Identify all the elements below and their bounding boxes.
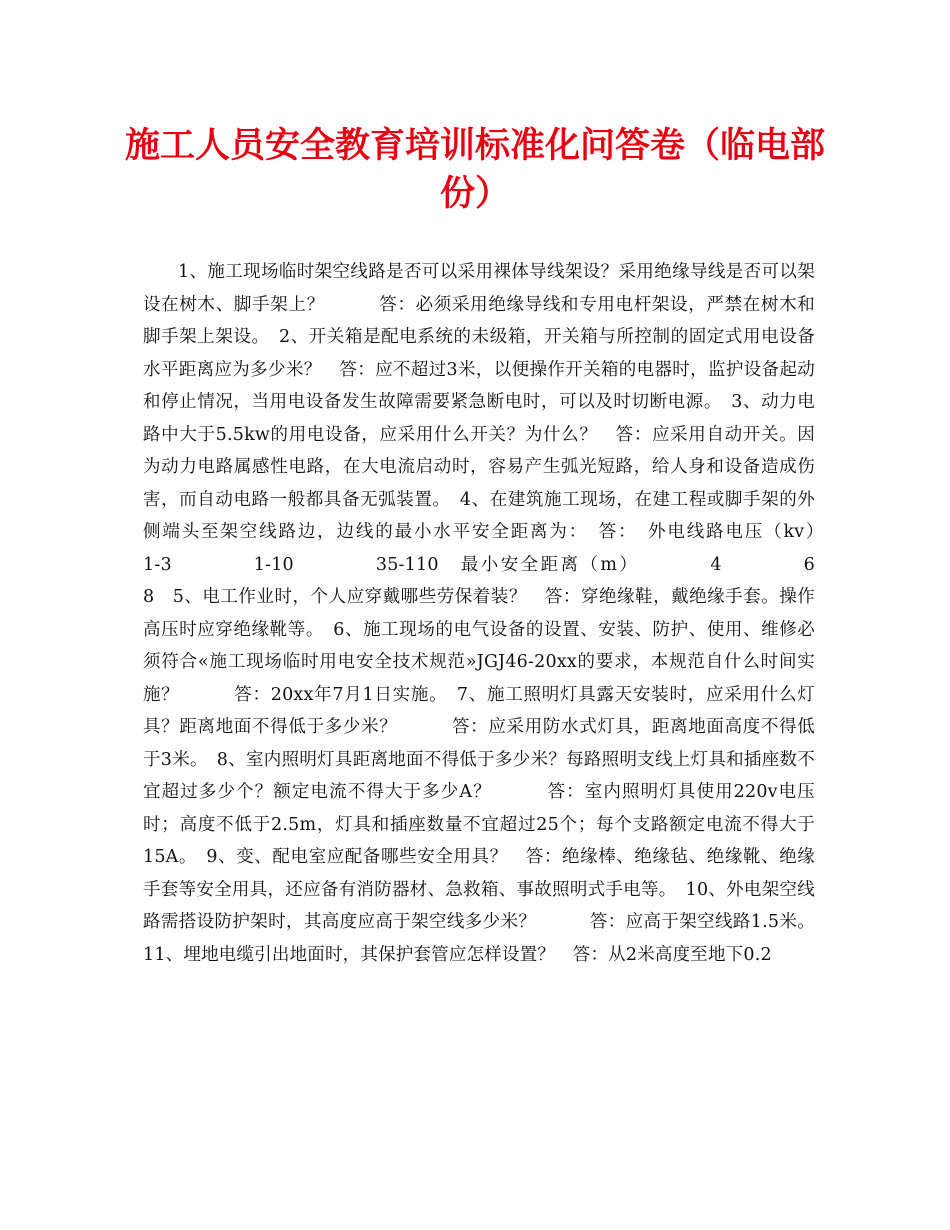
document-title: 施工人员安全教育培训标准化问答卷（临电部份） xyxy=(124,126,825,214)
document-body: 1、施工现场临时架空线路是否可以采用裸体导线架设？采用绝缘导线是否可以架设在树木、脚手架上？ 答：必须采用绝缘导线和专用电杆架设，严禁在树木和脚手架上架设。 2、开关箱是配电系统的未级箱，开关箱与所控制的固定式用电设备水平距离应为多少米？ 答：应不超过3米，以便操作开关箱的电器时，监护设备起动和停止情况，当用电设备发生故障需要紧急断电时，可以及时切断电源。 3、动力电路中大于5.5kw的用电设备，应采用什么开关？为什么？ 答：应采用自动开关。因为动力电路属感性电路，在大电流启动时，容易产生弧光短路，给人身和设备造成伤害，而自动电路一般都具备无弧装置。 4、在建筑施工现场，在建工程或脚手架的外侧端头至架空线路边，边线的最小水平安全距离为： 答： 外电线路电压（kv） 1-3 1-10 35-110 最小安全距离（m） 4 6 8 5、电工作业时，个人应穿戴哪些劳保着装？ 答：穿绝缘鞋，戴绝缘手套。操作高压时应穿绝缘靴等。 6、施工现场的电气设备的设置、安装、防护、使用、维修必须符合«施工现场临时用电安全技术规范»JGJ46-20xx的要求，本规范自什么时间实施？ 答：20xx年7月1日实施。 7、施工照明灯具露天安装时，应采用什么灯具？距离地面不得低于多少米？ 答：应采用防水式灯具，距离地面高度不得低于3米。 8、室内照明灯具距离地面不得低于多少米？每路照明支线上灯具和插座数不宜超过多少个？额定电流不得大于多少A？ 答：室内照明灯具使用220v电压时；高度不低于2.5m，灯具和插座数量不宜超过25个；每个支路额定电流不得大于15A。 9、变、配电室应配备哪些安全用具？ 答：绝缘棒、绝缘毡、绝缘靴、绝缘手套等安全用具，还应备有消防器材、急救箱、事故照明式手电等。 10、外电架空线路需搭设防护架时，其高度应高于架空线多少米？ 答：应高于架空线路1.5米。11、埋地电缆引出地面时，其保护套管应怎样设置？ 答：从2米高度至地下0.2 xyxy=(143,262,886,965)
